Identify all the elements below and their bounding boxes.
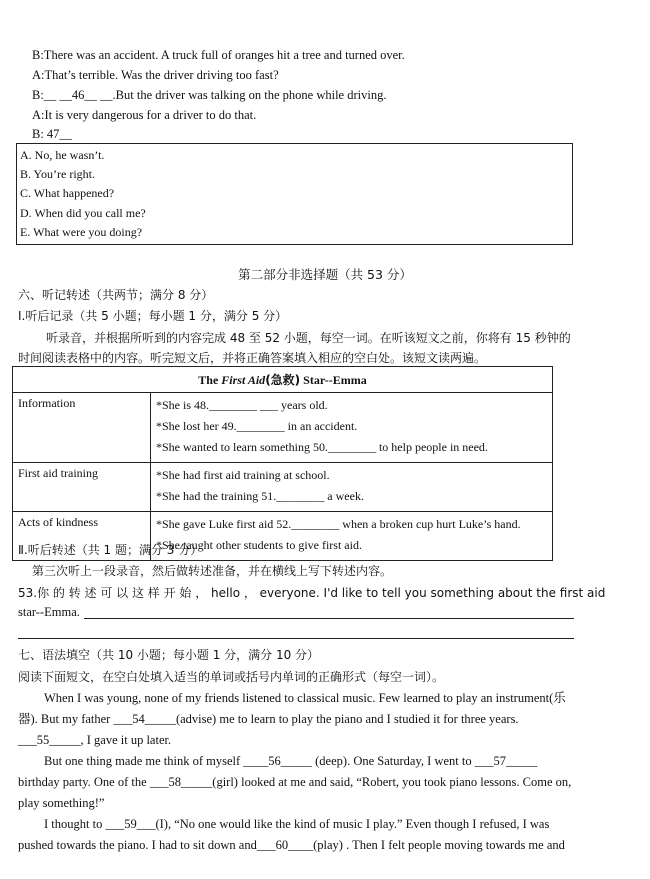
- part2-title: 第二部分非选择题（共 53 分）: [238, 267, 412, 282]
- row-line: *She had the training 51.________ a week.: [156, 489, 364, 503]
- option-e: E. What were you doing?: [20, 225, 143, 239]
- row-line: *She lost her 49.________ in an accident.: [156, 419, 358, 433]
- option-a: A. No, he wasn’t.: [20, 148, 105, 162]
- table-title: The First Aid(急救) Star--Emma: [13, 367, 553, 393]
- table-row: [13, 463, 553, 512]
- q53-line-1: 53.你 的 转 述 可 以 这 样 开 始 ， hello ， everyone. I'd like to tell you something about the first aid: [18, 586, 606, 600]
- passage-line: birthday party. One of the ___58_____(girl) looked at me and said, “Robert, you took piano lessons. Come on,: [18, 775, 572, 789]
- row-line: *She is 48.________ ___ years old.: [156, 398, 328, 412]
- row-line: *She taught other students to give first aid.: [156, 538, 362, 552]
- option-d: D. When did you call me?: [20, 206, 146, 220]
- passage-line: play something!”: [18, 796, 105, 810]
- section7-title: 七、语法填空（共 10 小题；每小题 1 分，满分 10 分）: [18, 648, 320, 662]
- answer-line-1: [84, 618, 574, 619]
- passage-line: ___55_____, I gave it up later.: [18, 733, 172, 747]
- passage: [18, 688, 578, 856]
- table-row: [13, 393, 553, 463]
- sub2-instruction: 第三次听上一段录音，然后做转述准备，并在横线上写下转述内容。: [32, 564, 393, 578]
- dialogue-line-1: B:There was an accident. A truck full of oranges hit a tree and turned over.: [32, 48, 405, 62]
- q53-line-2: star--Emma.: [18, 605, 80, 619]
- dialogue-line-2: A:That’s terrible. Was the driver driving too fast?: [32, 68, 279, 82]
- passage-line: I thought to ___59___(I), “No one would like the kind of music I play.” Even though I refused, I was: [44, 817, 550, 831]
- passage-line: pushed towards the piano. I had to sit down and___60____(play) . Then I felt people moving towards me and: [18, 838, 565, 852]
- row-label: First aid training: [13, 463, 151, 512]
- passage-line: But one thing made me think of myself ____56_____ (deep). One Saturday, I went to ___57_____: [44, 754, 538, 768]
- dialogue-line-4: A:It is very dangerous for a driver to do that.: [32, 108, 257, 122]
- sub2-title: Ⅱ.听后转述（共 1 题；满分 3 分）: [18, 543, 203, 557]
- row-label: Information: [13, 393, 151, 463]
- option-c: C. What happened?: [20, 186, 115, 200]
- passage-line: When I was young, none of my friends listened to classical music. Few learned to play an instrument(乐: [44, 691, 566, 705]
- section6-title: 六、听记转述（共两节；满分 8 分）: [18, 288, 214, 302]
- sub1-title: Ⅰ.听后记录（共 5 小题；每小题 1 分，满分 5 分）: [18, 309, 288, 323]
- dialogue-line-5: B: 47__: [32, 127, 72, 141]
- row-line: *She had first aid training at school.: [156, 468, 330, 482]
- sub1-instruction-2: 时间阅读表格中的内容。听完短文后，并将正确答案填入相应的空白处。该短文读两遍。: [18, 351, 487, 365]
- option-b: B. You’re right.: [20, 167, 96, 181]
- row-line: *She gave Luke first aid 52.________ when a broken cup hurt Luke’s hand.: [156, 517, 521, 531]
- section7-instruction: 阅读下面短文，在空白处填入适当的单词或括号内单词的正确形式（每空一词）。: [18, 670, 445, 684]
- row-line: *She wanted to learn something 50.________ to help people in need.: [156, 440, 488, 454]
- sub1-instruction-1: 听录音，并根据所听到的内容完成 48 至 52 小题，每空一词。在听该短文之前，你将有 15 秒钟的: [46, 331, 571, 345]
- dialogue-line-3: B:__ __46__ __.But the driver was talking on the phone while driving.: [32, 88, 387, 102]
- row-label: Acts of kindness: [13, 512, 151, 561]
- passage-line: 器). But my father ___54_____(advise) me to learn to play the piano and I studied it for three years.: [18, 712, 519, 726]
- first-aid-table: [12, 366, 553, 561]
- answer-line-2: [18, 638, 574, 639]
